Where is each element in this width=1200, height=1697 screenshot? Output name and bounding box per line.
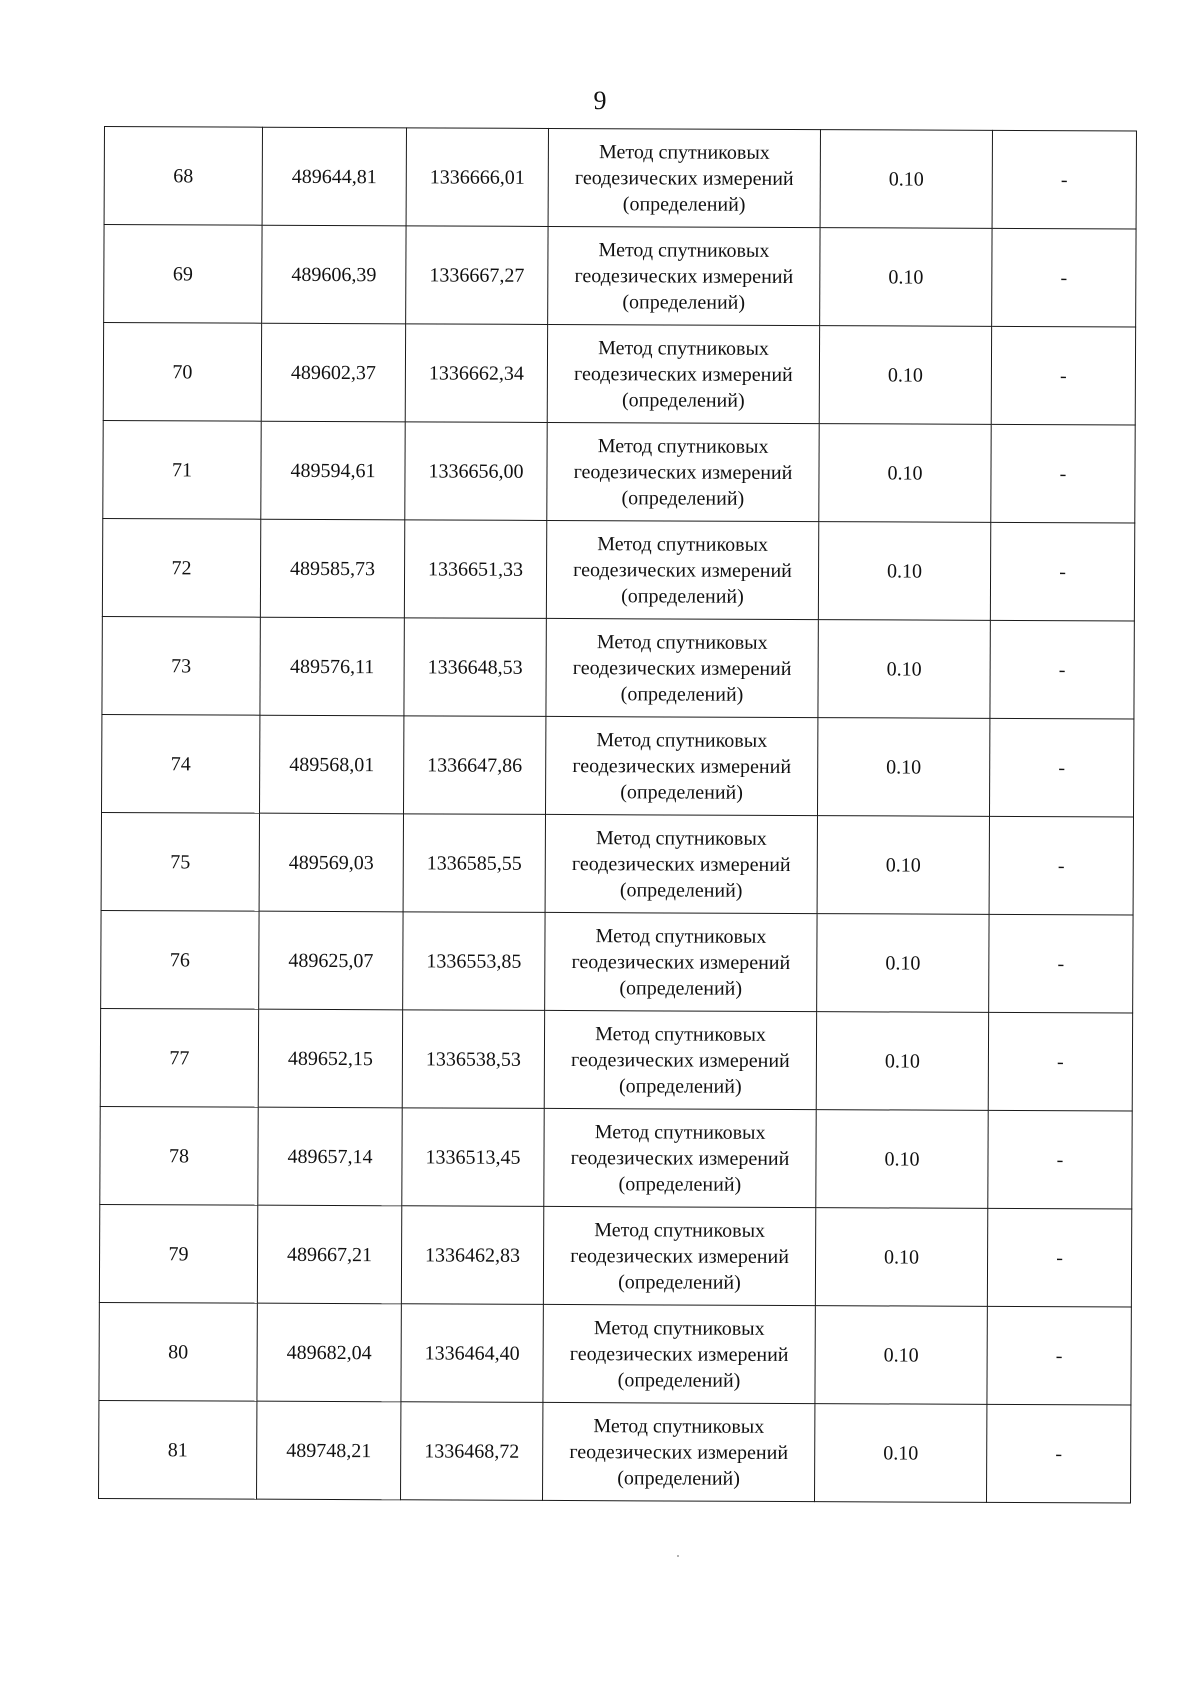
point-number-cell: 70 xyxy=(103,323,261,422)
precision-cell: 0.10 xyxy=(818,522,990,621)
precision-cell: 0.10 xyxy=(817,718,989,817)
precision-cell: 0.10 xyxy=(817,914,989,1013)
method-line-1: Метод спутниковых xyxy=(598,238,770,262)
scan-speck xyxy=(677,1555,679,1557)
method-line-2: геодезических измерений xyxy=(573,558,792,582)
method-line-2: геодезических измерений xyxy=(570,1244,789,1268)
method-line-1: Метод спутниковых xyxy=(594,1218,766,1242)
table-row xyxy=(104,127,1136,230)
method-cell xyxy=(546,716,818,815)
point-number-cell: 79 xyxy=(99,1204,257,1303)
precision-cell: 0.10 xyxy=(815,1208,987,1307)
table-row xyxy=(100,1008,1132,1111)
method-line-3: (определений) xyxy=(619,976,743,1000)
method-line-2: геодезических измерений xyxy=(573,460,793,484)
note-cell: - xyxy=(991,424,1135,523)
method-line-1: Метод спутниковых xyxy=(593,1414,765,1438)
x-coordinate-cell: 489667,21 xyxy=(257,1205,401,1304)
y-coordinate-cell: 1336538,53 xyxy=(402,1010,544,1109)
note-cell: - xyxy=(987,1404,1131,1503)
precision-cell: 0.10 xyxy=(815,1306,987,1405)
note-cell: - xyxy=(987,1208,1131,1307)
y-coordinate-cell: 1336651,33 xyxy=(404,520,546,619)
y-coordinate-cell: 1336468,72 xyxy=(401,1402,543,1501)
x-coordinate-cell: 489594,61 xyxy=(261,421,405,520)
method-line-3: (определений) xyxy=(621,388,745,412)
precision-cell: 0.10 xyxy=(815,1404,987,1503)
note-cell: - xyxy=(989,718,1133,817)
point-number-cell: 77 xyxy=(100,1008,258,1107)
method-line-2: геодезических измерений xyxy=(572,754,792,778)
y-coordinate-cell: 1336513,45 xyxy=(402,1108,544,1207)
y-coordinate-cell: 1336462,83 xyxy=(401,1206,543,1305)
point-number-cell: 74 xyxy=(102,714,260,813)
method-line-1: Метод спутниковых xyxy=(596,728,768,752)
y-coordinate-cell: 1336585,55 xyxy=(403,814,545,913)
method-line-1: Метод спутниковых xyxy=(598,336,769,360)
method-line-3: (определений) xyxy=(620,682,744,706)
table-row xyxy=(102,518,1134,621)
x-coordinate-cell: 489568,01 xyxy=(260,715,404,814)
method-line-2: геодезических измерений xyxy=(569,1440,789,1464)
method-line-2: геодезических измерений xyxy=(571,1048,790,1072)
method-line-3: (определений) xyxy=(621,486,745,510)
method-cell xyxy=(543,1304,815,1403)
page-number: 9 xyxy=(593,86,607,115)
method-line-3: (определений) xyxy=(620,780,743,804)
table-row xyxy=(103,323,1135,426)
point-number-cell: 71 xyxy=(103,420,261,519)
x-coordinate-cell: 489569,03 xyxy=(259,813,403,912)
method-line-1: Метод спутниковых xyxy=(597,434,769,458)
method-line-3: (определений) xyxy=(617,1466,740,1490)
y-coordinate-cell: 1336656,00 xyxy=(405,422,547,521)
point-number-cell: 68 xyxy=(104,127,262,226)
point-number-cell: 76 xyxy=(101,910,259,1009)
note-cell: - xyxy=(990,620,1134,719)
point-number-cell: 75 xyxy=(101,812,259,911)
precision-cell: 0.10 xyxy=(820,228,992,327)
method-line-2: геодезических измерений xyxy=(574,264,794,288)
method-line-1: Метод спутниковых xyxy=(596,630,768,654)
point-number-cell: 72 xyxy=(102,518,260,617)
table-body xyxy=(99,127,1137,1503)
point-number-cell: 81 xyxy=(99,1400,257,1499)
method-cell xyxy=(544,1108,816,1207)
table-row xyxy=(100,1106,1132,1209)
y-coordinate-cell: 1336667,27 xyxy=(406,226,548,325)
note-cell: - xyxy=(989,914,1133,1013)
precision-cell: 0.10 xyxy=(818,620,990,719)
y-coordinate-cell: 1336648,53 xyxy=(404,618,546,717)
method-cell xyxy=(545,912,817,1011)
method-line-1: Метод спутниковых xyxy=(595,826,767,850)
method-line-3: (определений) xyxy=(619,878,743,902)
table-row xyxy=(102,616,1134,719)
precision-cell: 0.10 xyxy=(816,1012,988,1111)
method-line-2: геодезических измерений xyxy=(574,166,794,190)
table-row xyxy=(102,714,1134,817)
method-line-3: (определений) xyxy=(618,1074,742,1098)
note-cell: - xyxy=(989,816,1133,915)
y-coordinate-cell: 1336464,40 xyxy=(401,1304,543,1403)
note-cell: - xyxy=(987,1306,1131,1405)
x-coordinate-cell: 489625,07 xyxy=(259,911,403,1010)
note-cell: - xyxy=(991,326,1135,425)
y-coordinate-cell: 1336553,85 xyxy=(403,912,545,1011)
note-cell: - xyxy=(992,228,1136,327)
method-line-2: геодезических измерений xyxy=(571,852,791,876)
method-line-1: Метод спутниковых xyxy=(595,1022,766,1046)
method-line-3: (определений) xyxy=(621,584,744,608)
method-line-3: (определений) xyxy=(622,192,746,216)
table-row xyxy=(103,420,1135,523)
table-row xyxy=(104,225,1136,328)
x-coordinate-cell: 489652,15 xyxy=(258,1009,402,1108)
precision-cell: 0.10 xyxy=(816,1110,988,1209)
method-line-1: Метод спутниковых xyxy=(595,924,767,948)
x-coordinate-cell: 489657,14 xyxy=(258,1107,402,1206)
x-coordinate-cell: 489585,73 xyxy=(260,519,404,618)
point-number-cell: 73 xyxy=(102,616,260,715)
x-coordinate-cell: 489682,04 xyxy=(257,1303,401,1402)
x-coordinate-cell: 489748,21 xyxy=(257,1401,401,1500)
method-line-1: Метод спутниковых xyxy=(594,1120,766,1144)
method-cell xyxy=(546,520,818,619)
method-cell xyxy=(544,1010,816,1109)
method-cell xyxy=(546,618,818,717)
x-coordinate-cell: 489576,11 xyxy=(260,617,404,716)
method-line-3: (определений) xyxy=(617,1368,741,1392)
method-line-1: Метод спутниковых xyxy=(598,140,770,164)
method-line-2: геодезических измерений xyxy=(574,362,793,386)
method-cell xyxy=(548,226,820,325)
note-cell: - xyxy=(992,130,1136,229)
note-cell: - xyxy=(988,1110,1132,1209)
method-line-2: геодезических измерений xyxy=(571,950,791,974)
coordinates-table xyxy=(98,126,1137,1503)
y-coordinate-cell: 1336666,01 xyxy=(406,128,548,227)
method-line-3: (определений) xyxy=(622,290,746,314)
x-coordinate-cell: 489606,39 xyxy=(262,225,406,324)
table-row xyxy=(99,1204,1131,1307)
method-cell xyxy=(547,324,819,423)
table-row xyxy=(99,1400,1131,1503)
precision-cell: 0.10 xyxy=(817,816,989,915)
method-cell xyxy=(543,1206,815,1305)
table-row xyxy=(101,812,1133,915)
note-cell: - xyxy=(990,522,1134,621)
y-coordinate-cell: 1336647,86 xyxy=(404,716,546,815)
point-number-cell: 69 xyxy=(104,225,262,324)
method-cell xyxy=(543,1402,815,1501)
point-number-cell: 78 xyxy=(100,1106,258,1205)
table-row xyxy=(99,1302,1131,1405)
point-number-cell: 80 xyxy=(99,1302,257,1401)
precision-cell: 0.10 xyxy=(819,424,991,523)
method-line-2: геодезических измерений xyxy=(572,656,792,680)
x-coordinate-cell: 489644,81 xyxy=(262,127,406,226)
method-cell xyxy=(547,422,819,521)
note-cell: - xyxy=(988,1012,1132,1111)
method-line-2: геодезических измерений xyxy=(569,1342,789,1366)
method-line-3: (определений) xyxy=(618,1172,742,1196)
method-line-1: Метод спутниковых xyxy=(593,1316,765,1340)
table-row xyxy=(101,910,1133,1013)
method-line-2: геодезических измерений xyxy=(570,1146,790,1170)
method-line-3: (определений) xyxy=(618,1270,741,1294)
x-coordinate-cell: 489602,37 xyxy=(261,323,405,422)
method-cell xyxy=(545,814,817,913)
method-cell xyxy=(548,128,820,227)
precision-cell: 0.10 xyxy=(819,326,991,425)
coordinates-table-container xyxy=(98,126,1136,1503)
method-line-1: Метод спутниковых xyxy=(597,532,769,556)
y-coordinate-cell: 1336662,34 xyxy=(405,324,547,423)
precision-cell: 0.10 xyxy=(820,130,992,229)
